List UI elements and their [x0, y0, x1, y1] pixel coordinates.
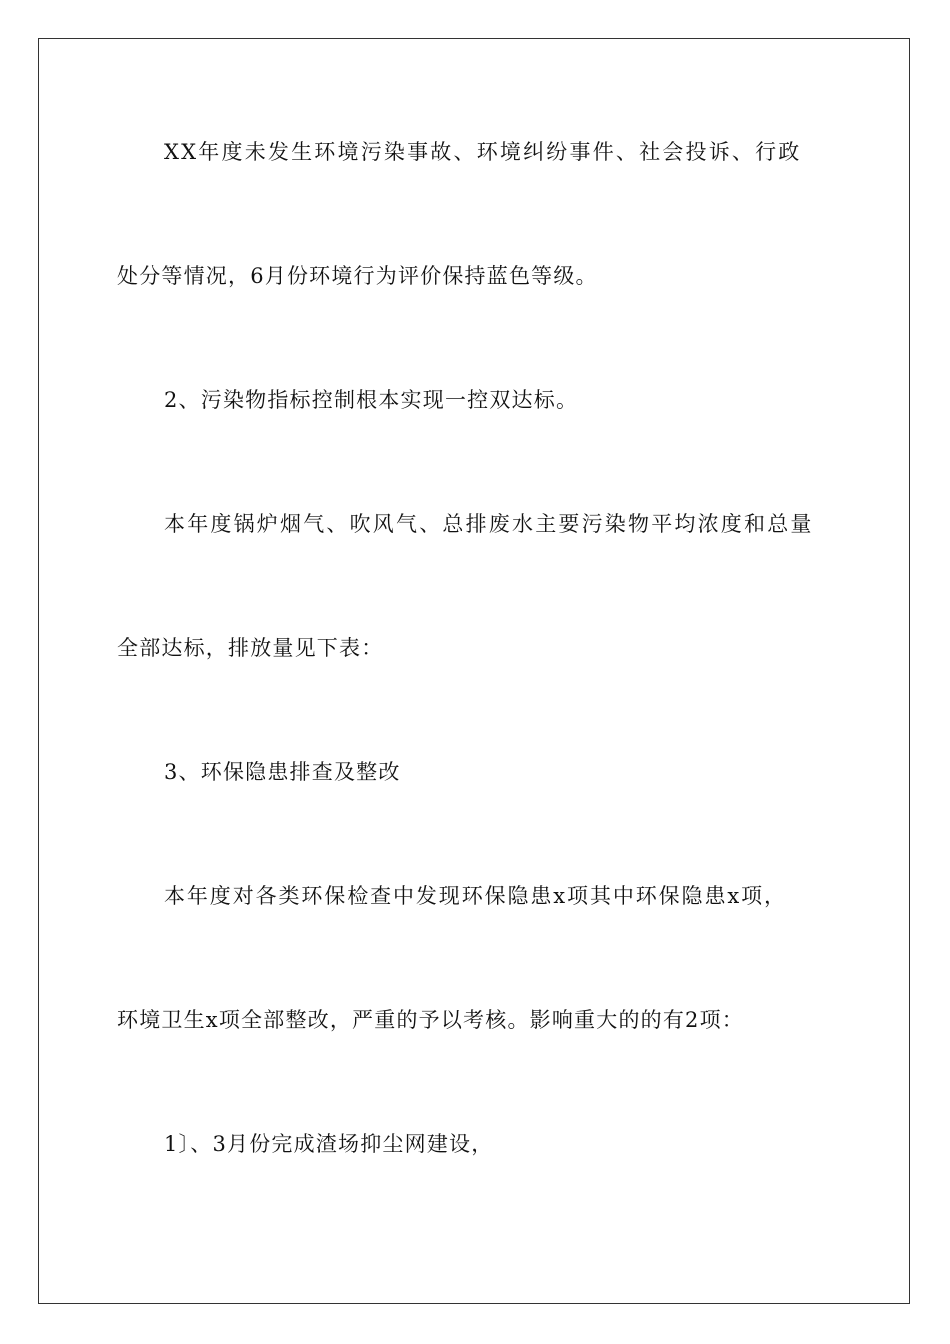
paragraph-line: 本年度锅炉烟气、吹风气、总排废水主要污染物平均浓度和总量 — [164, 512, 814, 536]
section-heading: 3、环保隐患排查及整改 — [164, 760, 401, 784]
paragraph-line: 环境卫生x项全部整改，严重的予以考核。影响重大的的有2项： — [117, 1008, 745, 1032]
paragraph-line: 处分等情况，6月份环境行为评价保持蓝色等级。 — [117, 264, 598, 288]
list-item: 1〕、3月份完成渣场抑尘网建设， — [164, 1132, 494, 1156]
page-border — [38, 38, 910, 1304]
paragraph-line: 全部达标，排放量见下表： — [117, 636, 384, 660]
section-heading: 2、污染物指标控制根本实现一控双达标。 — [164, 388, 579, 412]
paragraph-line: 本年度对各类环保检查中发现环保隐患x项其中环保隐患x项， — [164, 884, 787, 908]
paragraph-line: XX年度未发生环境污染事故、环境纠纷事件、社会投诉、行政 — [164, 140, 802, 164]
